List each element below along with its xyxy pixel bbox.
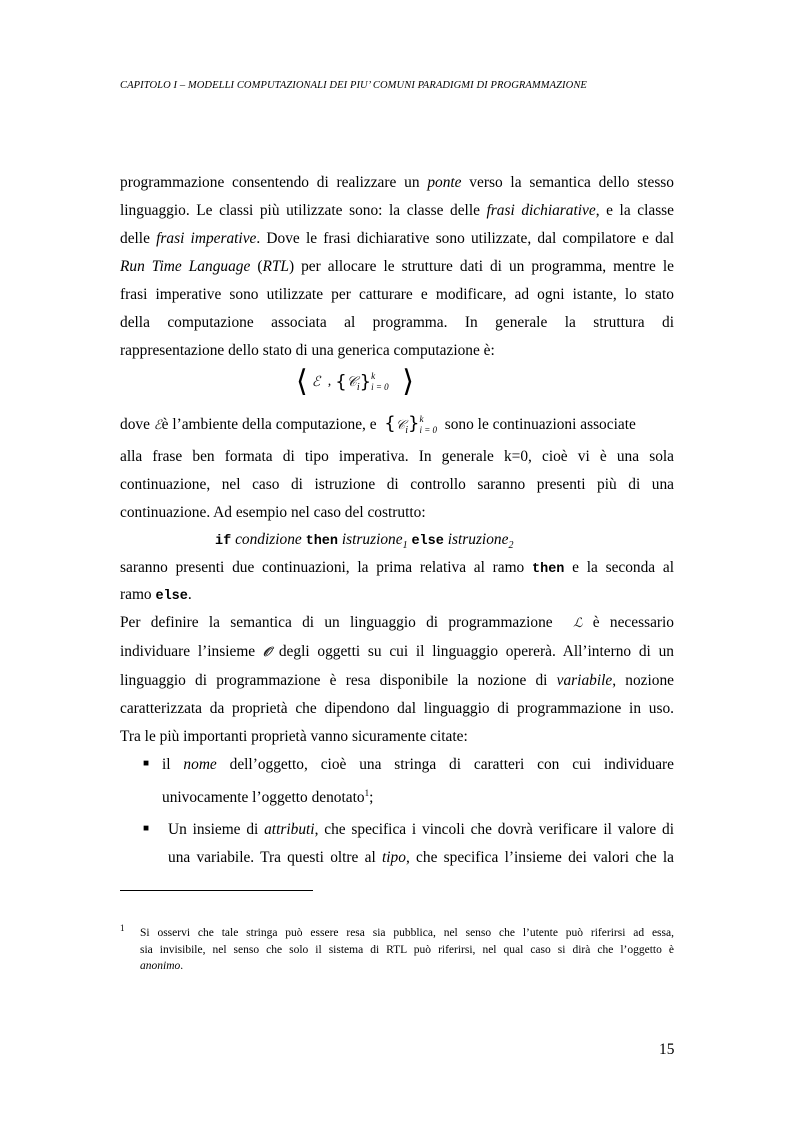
emphasis: frasi dichiarative: [486, 202, 596, 219]
env-symbol-inline: ℰ: [153, 418, 162, 433]
emphasis: RTL: [262, 258, 289, 275]
emphasis: frasi imperative: [156, 230, 257, 247]
emphasis: variabile: [556, 672, 613, 689]
text: , che specifica l’insieme dei valori che la: [405, 849, 675, 866]
text: è l’ambiente della computazione, e: [161, 416, 377, 433]
text: Per definire la semantica di un linguaggio di programmazione: [120, 614, 553, 631]
cont-symbol: 𝒞: [346, 374, 357, 390]
text: univocamente l’oggetto denotato: [162, 789, 365, 807]
body-line: [120, 585, 674, 607]
keyword-if: if: [215, 534, 232, 549]
right-brace: }: [359, 371, 372, 393]
footnote-ref: 1: [364, 788, 370, 798]
footnote-number: 1: [120, 923, 125, 933]
emphasis: tipo: [382, 849, 406, 866]
subscript: 1: [402, 540, 408, 552]
emphasis: Run Time Language: [120, 258, 251, 275]
left-brace: {: [335, 371, 347, 393]
body-line: [120, 613, 674, 634]
statement-word: istruzione: [341, 531, 403, 548]
statement-2: [447, 531, 514, 552]
body-line: [120, 229, 674, 249]
body-line: alla frase ben formata di tipo imperativa. In generale k=0, cioè vi è una sola: [120, 448, 674, 465]
body-line: continuazione, nel caso di istruzione di controllo saranno presenti più di una: [120, 476, 674, 493]
running-header: CAPITOLO I – MODELLI COMPUTAZIONALI DEI PIU’ COMUNI PARADIGMI DI PROGRAMMAZIONE: [120, 80, 587, 91]
emphasis: ponte: [427, 174, 462, 191]
text: saranno presenti due continuazioni, la prima relativa al ramo: [120, 559, 532, 576]
bullet-line: [168, 848, 674, 868]
text: , nozione: [612, 672, 674, 689]
superscript: k: [371, 371, 376, 381]
text: . Dove le frasi dichiarative sono utilizzate, dal compilatore e dal: [256, 230, 674, 247]
body-line: [120, 642, 674, 663]
state-formula: [296, 364, 414, 399]
range: i = 0: [371, 382, 389, 392]
text: programmazione consentendo di realizzare un: [120, 174, 428, 191]
text: .: [180, 960, 184, 972]
statement-word: istruzione: [447, 531, 509, 548]
footnote-line: [140, 958, 674, 974]
body-line: [120, 414, 674, 441]
text: Un insieme di: [168, 821, 265, 838]
text: delle: [120, 230, 157, 247]
text: (: [250, 258, 263, 275]
emphasis: attributi: [264, 821, 315, 838]
subscript: i: [405, 425, 409, 437]
text: individuare l’insieme: [120, 643, 256, 660]
text: e la seconda al: [564, 559, 674, 576]
range: i = 0: [419, 425, 438, 436]
keyword-else: else: [155, 589, 188, 604]
footnote-line: sia invisibile, nel senso che solo il sistema di RTL può riferirsi, nel qual caso si dirà che l’oggetto è: [140, 944, 674, 956]
page-number: 15: [659, 1041, 675, 1058]
text: linguaggio di programmazione è resa disponibile la nozione di: [120, 672, 557, 689]
body-line: [120, 201, 674, 221]
keyword-then: then: [532, 562, 565, 577]
body-line: della computazione associata al programma. In generale la struttura di: [120, 314, 674, 331]
text: .: [187, 586, 192, 603]
bullet-square-icon: ■: [143, 758, 150, 769]
body-line: rappresentazione dello stato di una generica computazione è:: [120, 342, 495, 359]
footnote-line: Si osservi che tale stringa può essere resa sia pubblica, nel senso che l’utente può riferirsi ad essa,: [140, 927, 674, 939]
bullet-line: [162, 755, 674, 775]
body-line: [120, 671, 674, 691]
text: ) per allocare le strutture dati di un programma, mentre le: [288, 258, 674, 275]
body-line: continuazione. Ad esempio nel caso del costrutto:: [120, 504, 426, 521]
text: dove: [120, 416, 154, 433]
text: una variabile. Tra questi oltre al: [168, 849, 382, 866]
emphasis: anonimo: [140, 960, 181, 972]
body-line: frasi imperative sono utilizzate per catturare e modificare, ad ogni istante, lo stato: [120, 286, 674, 303]
emphasis: nome: [183, 756, 217, 773]
comma: ,: [324, 374, 332, 389]
body-line: Tra le più importanti proprietà vanno sicuramente citate:: [120, 728, 468, 745]
keyword-then: then: [305, 534, 339, 549]
left-brace: {: [384, 413, 396, 434]
text: linguaggio. Le classi più utilizzate sono: la classe delle: [120, 202, 487, 219]
bullet-line: [162, 783, 674, 808]
text: sono le continuazioni associate: [444, 416, 636, 433]
right-brace: }: [408, 413, 420, 434]
body-line: [120, 173, 674, 193]
bullet-square-icon: ■: [143, 823, 150, 834]
text: , e la classe: [595, 202, 674, 219]
text: degli oggetti su cui il linguaggio opererà. All’interno di un: [278, 643, 674, 660]
text: , che specifica i vincoli che dovrà verificare il valore di: [314, 821, 674, 838]
object-set-symbol: 𝒪: [262, 645, 272, 660]
right-angle-bracket: ⟩: [392, 364, 414, 399]
body-line: caratterizzata da proprietà che dipendono dal linguaggio di programmazione in uso.: [120, 700, 674, 717]
body-line: [120, 558, 674, 580]
cont-symbol-inline: 𝒞: [395, 418, 406, 433]
left-angle-bracket: ⟨: [296, 364, 308, 399]
statement-1: [341, 531, 408, 552]
text: ;: [369, 789, 374, 807]
language-symbol: ℒ: [573, 616, 583, 631]
text: verso la semantica dello stesso: [461, 174, 674, 191]
env-symbol: ℰ: [311, 374, 321, 390]
limits: [419, 414, 437, 436]
limits: [371, 371, 389, 393]
text: dell’oggetto, cioè una stringa di caratteri con cui individuare: [216, 756, 674, 773]
superscript: k: [419, 414, 424, 425]
text: ramo: [120, 586, 156, 603]
subscript: 2: [508, 540, 514, 552]
condition: condizione: [235, 531, 302, 548]
subscript: i: [356, 381, 360, 393]
bullet-line: [168, 820, 674, 840]
text: è necessario: [592, 614, 674, 631]
body-line: [120, 257, 674, 277]
text: il: [162, 756, 184, 773]
keyword-else: else: [411, 534, 444, 549]
footnote-rule: [120, 890, 313, 891]
if-construct: [215, 530, 615, 556]
